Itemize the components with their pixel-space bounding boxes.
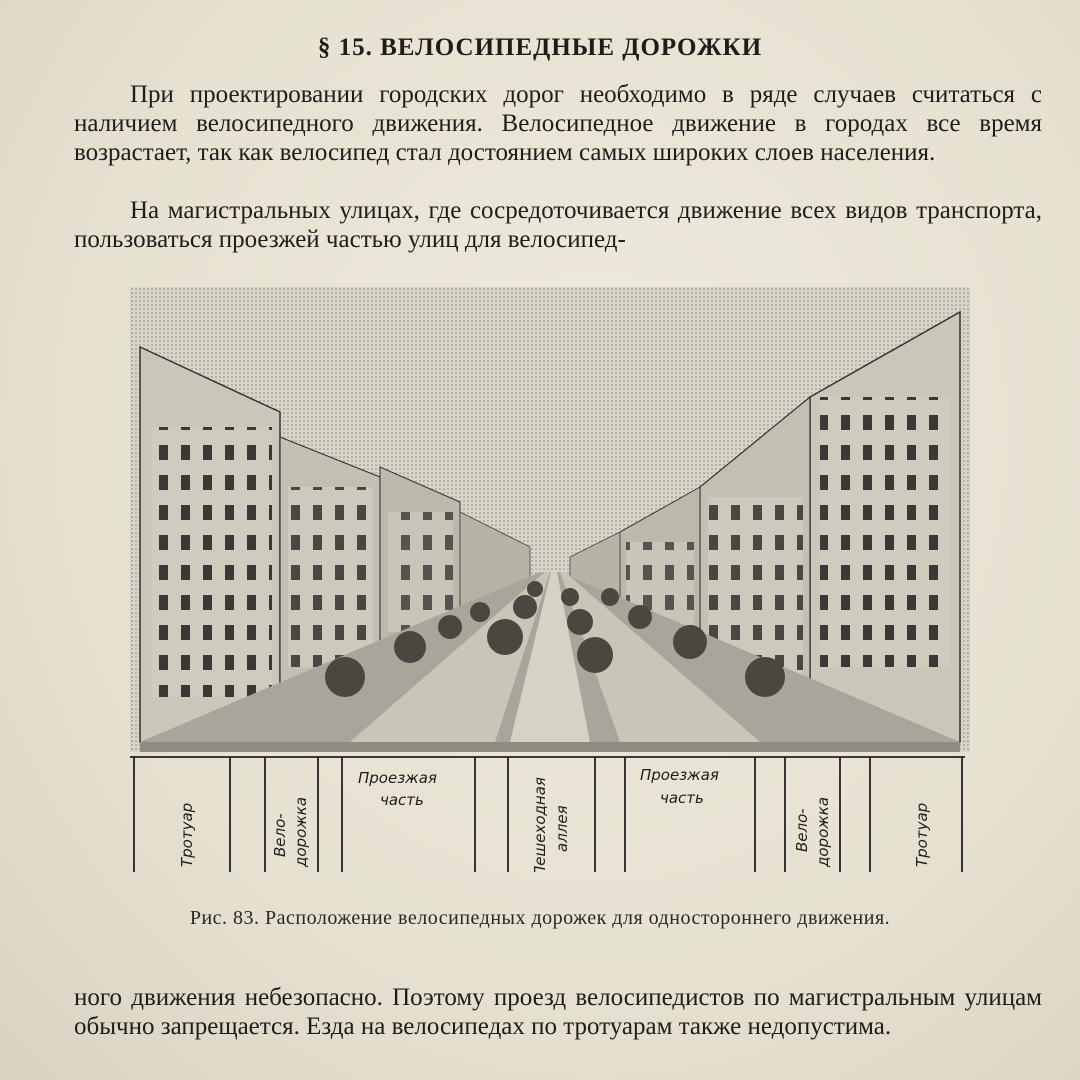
right-building-windows — [820, 397, 950, 667]
label-sidewalk-right: Тротуар — [913, 802, 931, 867]
street-perspective-drawing — [130, 287, 970, 872]
label-roadway-left-2: часть — [380, 791, 424, 809]
label-sidewalk-left: Тротуар — [178, 802, 196, 867]
label-bikelane-left-1: Вело- — [271, 813, 289, 857]
paragraph-2: На магистральных улицах, где сосредоточивается движение всех видов транспорта, пользоваться проезжей частью улиц для велосипед- — [74, 197, 1042, 253]
label-pedestrian-1: Пешеходная — [531, 777, 549, 872]
street-illustration — [130, 287, 970, 872]
figure-caption: Рис. 83. Расположение велосипедных дорожек для одностороннего движения. — [189, 907, 891, 929]
paragraph-1: При проектировании городских дорог необходимо в ряде случаев считаться с наличием велосипедного движения. Велосипедное движение в городах все время возрастает, так как велосипед стал достоянием самых широких слоев населения. — [74, 81, 1042, 166]
label-roadway-right-1: Проезжая — [640, 766, 719, 784]
label-bikelane-right-2: дорожка — [814, 796, 832, 867]
paragraph-3: ного движения небезопасно. Поэтому проезд велосипедистов по магистральным улицам обычно запрещается. Езда на велосипедах по тротуарам также недопустима. — [74, 984, 1042, 1040]
section-title: § 15. ВЕЛОСИПЕДНЫЕ ДОРОЖКИ — [317, 34, 763, 61]
left-building-windows — [152, 427, 272, 697]
label-roadway-right-2: часть — [660, 789, 704, 807]
label-bikelane-right-1: Вело- — [793, 808, 811, 852]
label-roadway-left-1: Проезжая — [358, 769, 437, 787]
label-bikelane-left-2: дорожка — [292, 796, 310, 867]
label-pedestrian-2: аллея — [553, 805, 571, 852]
